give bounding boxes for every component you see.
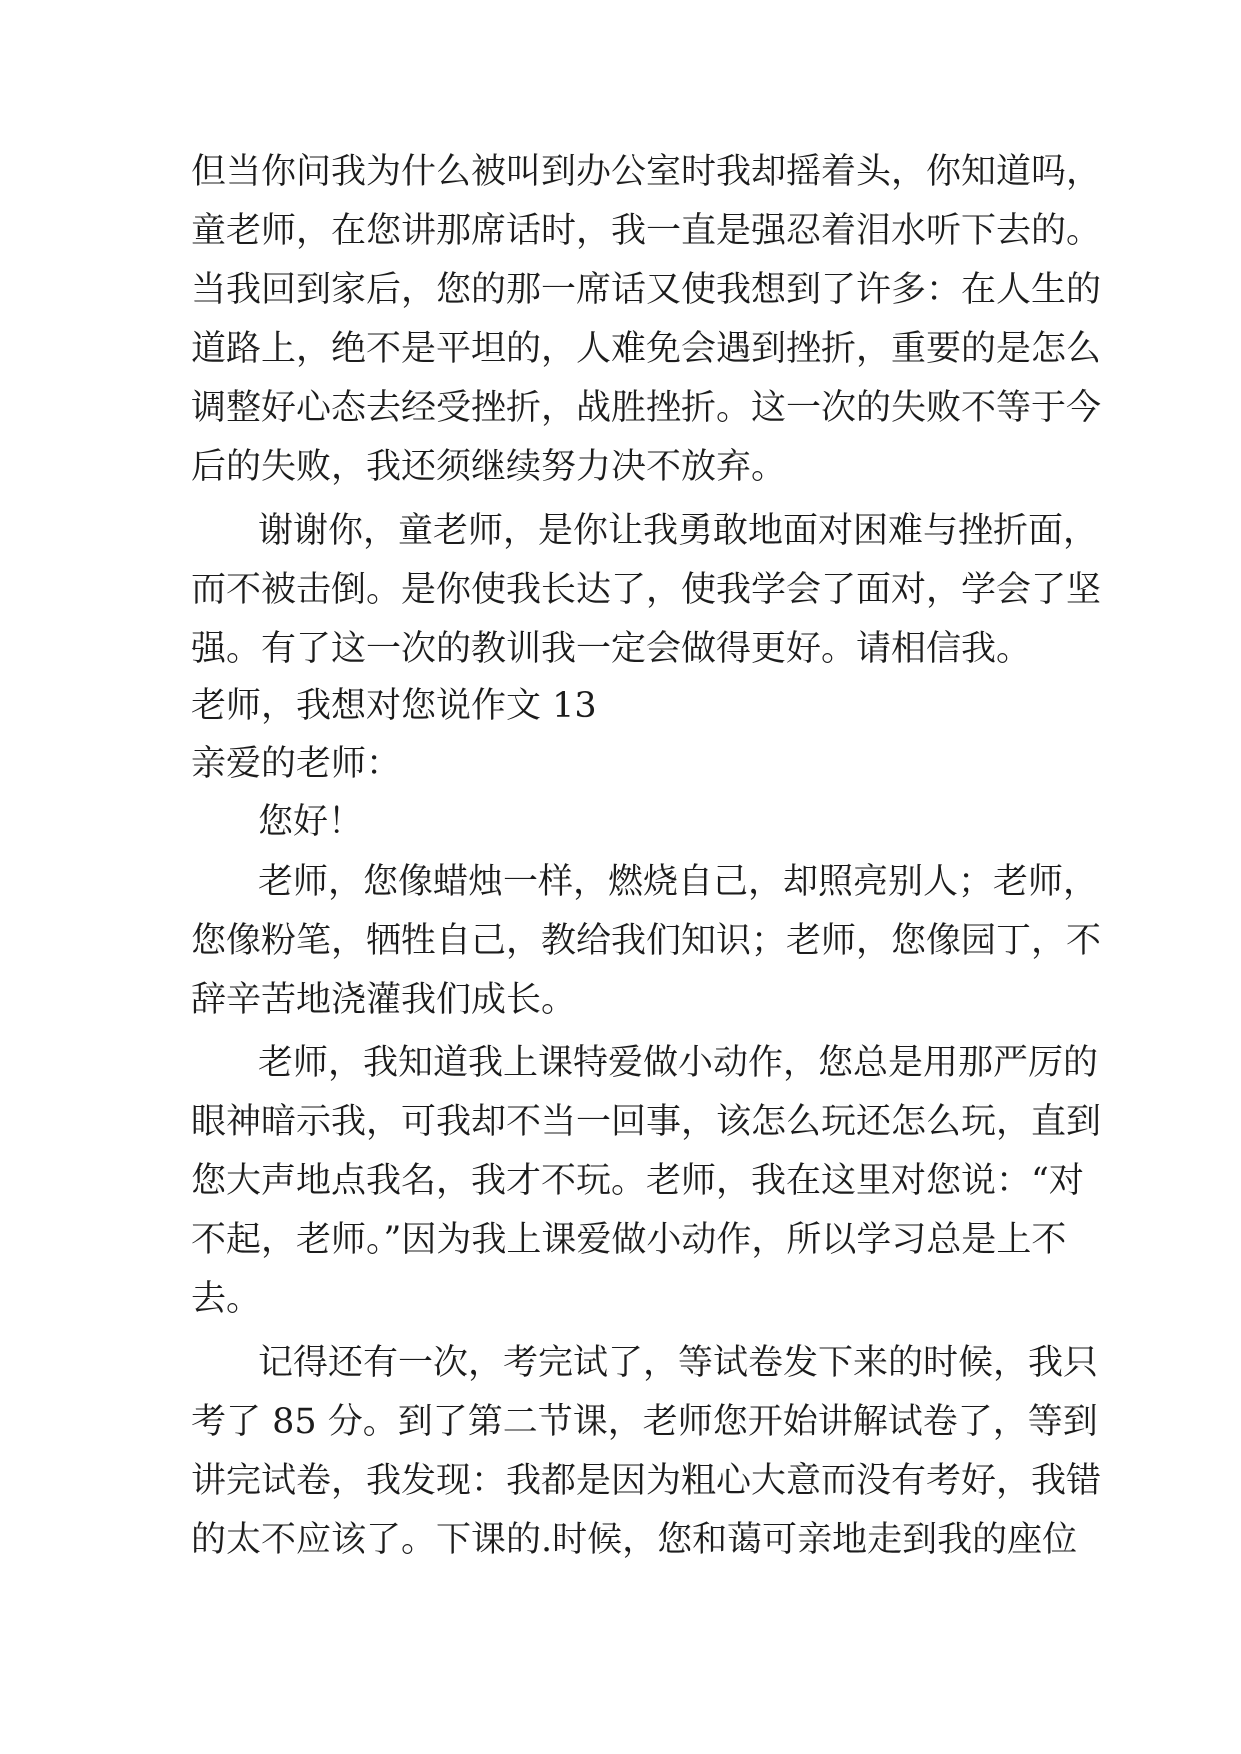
text-line: 但当你问我为什么被叫到办公室时我却摇着头，你知道吗， (191, 152, 1102, 192)
text-line: 您像粉笔，牺牲自己，教给我们知识；老师，您像园丁，不 (191, 921, 1102, 961)
text-line: 老师，我知道我上课特爱做小动作，您总是用那严厉的 (258, 1043, 1099, 1083)
text-line: 去。 (191, 1279, 262, 1319)
text-line: 而不被击倒。是你使我长达了，使我学会了面对，学会了坚 (191, 570, 1102, 610)
text-line: 后的失败，我还须继续努力决不放弃。 (191, 447, 787, 487)
text-line: 记得还有一次，考完试了，等试卷发下来的时候，我只 (258, 1343, 1099, 1383)
text-line: 老师，您像蜡烛一样，燃烧自己，却照亮别人；老师， (258, 862, 1099, 902)
salutation: 亲爱的老师： (191, 744, 402, 784)
text-line: 考了 85 分。到了第二节课，老师您开始讲解试卷了，等到 (191, 1402, 1098, 1442)
text-line: 的太不应该了。下课的.时候，您和蔼可亲地走到我的座位 (191, 1520, 1078, 1560)
essay-title: 老师，我想对您说作文 13 (191, 686, 597, 726)
text-line: 调整好心态去经受挫折，战胜挫折。这一次的失败不等于今 (191, 388, 1102, 428)
text-line: 眼神暗示我，可我却不当一回事，该怎么玩还怎么玩，直到 (191, 1102, 1102, 1142)
text-line: 童老师，在您讲那席话时，我一直是强忍着泪水听下去的。 (191, 211, 1102, 251)
text-line: 当我回到家后，您的那一席话又使我想到了许多：在人生的 (191, 270, 1102, 310)
text-line: 不起，老师。”因为我上课爱做小动作，所以学习总是上不 (191, 1220, 1067, 1260)
text-line: 讲完试卷，我发现：我都是因为粗心大意而没有考好，我错 (191, 1461, 1102, 1501)
text-line: 道路上，绝不是平坦的，人难免会遇到挫折，重要的是怎么 (191, 329, 1102, 369)
text-line: 强。有了这一次的教训我一定会做得更好。请相信我。 (191, 629, 1032, 669)
text-line: 您大声地点我名，我才不玩。老师，我在这里对您说：“对 (191, 1161, 1084, 1201)
greeting: 您好！ (258, 802, 364, 842)
text-line: 辞辛苦地浇灌我们成长。 (191, 980, 577, 1020)
text-line: 谢谢你，童老师，是你让我勇敢地面对困难与挫折面， (258, 511, 1099, 551)
